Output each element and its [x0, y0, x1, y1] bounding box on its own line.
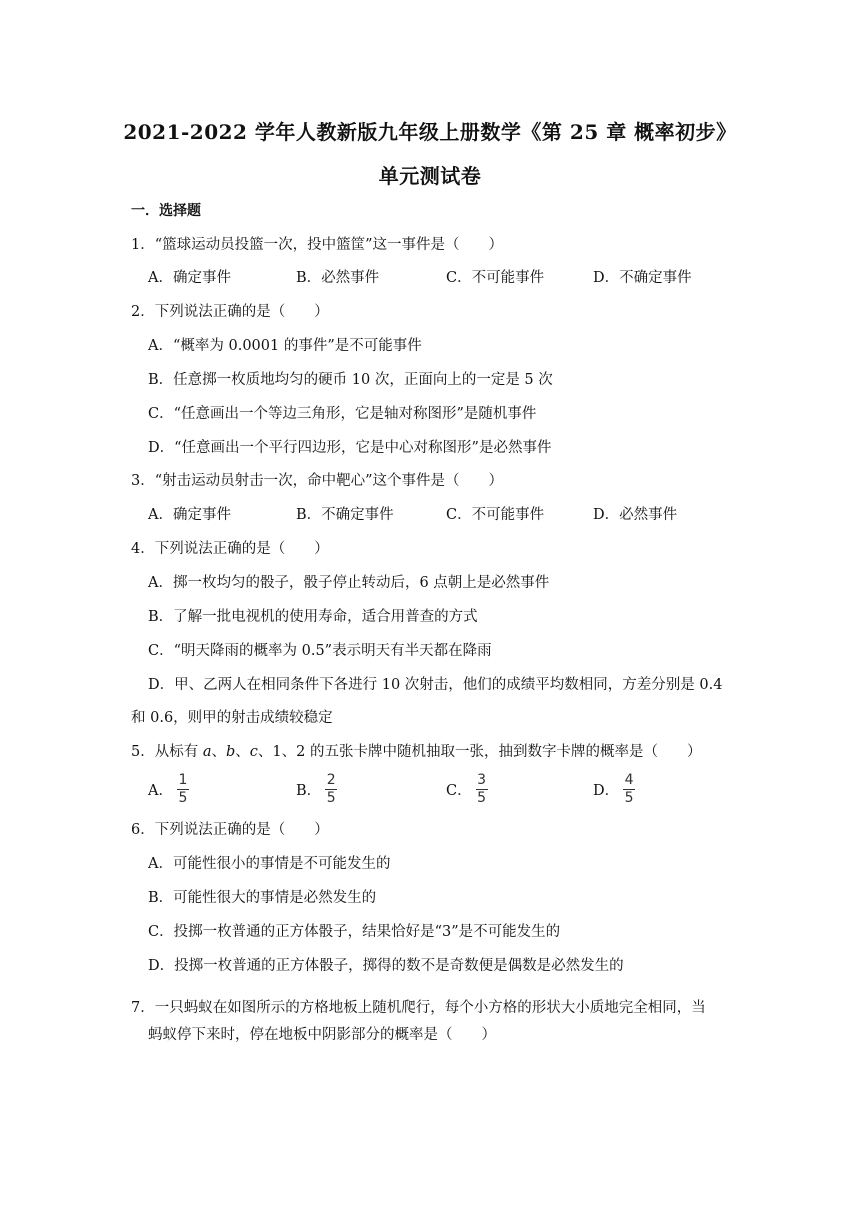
question-3-option-d: D．必然事件	[593, 507, 678, 523]
question-6-option-c: C．投掷一枚普通的正方体骰子，结果恰好是“3”是不可能发生的	[148, 924, 561, 940]
option-label: A．	[148, 783, 173, 799]
question-2-option-a: A．“概率为 0.0001 的事件”是不可能事件	[148, 338, 422, 354]
denominator: 5	[624, 790, 634, 806]
q5-text-1: 5．从标有	[131, 744, 203, 760]
question-5-option-a	[148, 773, 189, 806]
option-label: D．	[593, 783, 620, 799]
question-3-option-c: C．不可能事件	[446, 507, 545, 523]
fraction	[623, 773, 635, 806]
q5-text-2: 、	[211, 744, 226, 760]
question-2-option-d: D．“任意画出一个平行四边形，它是中心对称图形”是必然事件	[148, 440, 552, 456]
q5-var-c: c	[249, 744, 258, 760]
question-2-option-b: B．任意掷一枚质地均匀的硬币 10 次，正面向上的一定是 5 次	[148, 372, 553, 388]
page-title-line1: 2021-2022 学年人教新版九年级上册数学《第 25 章 概率初步》	[123, 120, 737, 144]
question-5-option-c	[446, 773, 488, 806]
fraction	[325, 773, 337, 806]
q5-var-a: a	[202, 744, 212, 760]
question-4-option-d-cont: 和 0.6，则甲的射击成绩较稳定	[131, 710, 333, 726]
page-title-line2: 单元测试卷	[378, 164, 482, 188]
question-1-option-a: A．确定事件	[148, 270, 231, 286]
option-label: B．	[296, 783, 322, 799]
question-1-option-c: C．不可能事件	[446, 270, 545, 286]
question-3-option-a: A．确定事件	[148, 507, 231, 523]
numerator: 3	[477, 772, 487, 788]
question-6-option-b: B．可能性很大的事情是必然发生的	[148, 890, 377, 906]
question-6-option-a: A．可能性很小的事情是不可能发生的	[148, 856, 391, 872]
denominator: 5	[178, 790, 188, 806]
question-4-option-a: A．掷一枚均匀的骰子，骰子停止转动后，6 点朝上是必然事件	[148, 575, 550, 591]
numerator: 2	[326, 772, 336, 788]
question-4-option-b: B．了解一批电视机的使用寿命，适合用普查的方式	[148, 609, 478, 625]
question-1-option-d: D．不确定事件	[593, 270, 692, 286]
fraction	[177, 773, 189, 806]
option-label: C．	[446, 783, 472, 799]
question-4-option-c: C．“明天降雨的概率为 0.5”表示明天有半天都在降雨	[148, 643, 492, 659]
q5-text-4: 、1、2 的五张卡牌中随机抽取一张，抽到数字卡牌的概率是（ ）	[257, 744, 702, 760]
question-6-stem: 6．下列说法正确的是（ ）	[131, 822, 329, 838]
question-6-option-d: D．投掷一枚普通的正方体骰子，掷得的数不是奇数便是偶数是必然发生的	[148, 958, 624, 974]
question-2-stem: 2．下列说法正确的是（ ）	[131, 304, 329, 320]
numerator: 4	[624, 772, 634, 788]
question-5-option-b	[296, 773, 337, 806]
question-5-stem	[131, 742, 701, 762]
numerator: 1	[178, 772, 188, 788]
question-4-option-d: D．甲、乙两人在相同条件下各进行 10 次射击，他们的成绩平均数相同，方差分别是 0.4	[148, 677, 723, 693]
fraction	[476, 773, 488, 806]
question-7-stem-cont: 蚂蚁停下来时，停在地板中阴影部分的概率是（ ）	[148, 1027, 496, 1043]
question-1-stem: 1．“篮球运动员投篮一次，投中篮筐”这一事件是（ ）	[131, 237, 504, 253]
section-heading: 一．选择题	[131, 203, 201, 219]
q5-text-3: 、	[235, 744, 250, 760]
question-2-option-c: C．“任意画出一个等边三角形，它是轴对称图形”是随机事件	[148, 406, 537, 422]
question-7-stem: 7．一只蚂蚁在如图所示的方格地板上随机爬行，每个小方格的形状大小质地完全相同，当	[131, 1000, 706, 1016]
denominator: 5	[326, 790, 336, 806]
question-3-option-b: B．不确定事件	[296, 507, 394, 523]
denominator: 5	[477, 790, 487, 806]
question-1-option-b: B．必然事件	[296, 270, 380, 286]
question-3-stem: 3．“射击运动员射击一次，命中靶心”这个事件是（ ）	[131, 473, 504, 489]
question-5-option-d	[593, 773, 635, 806]
q5-var-b: b	[226, 744, 236, 760]
question-4-stem: 4．下列说法正确的是（ ）	[131, 541, 329, 557]
